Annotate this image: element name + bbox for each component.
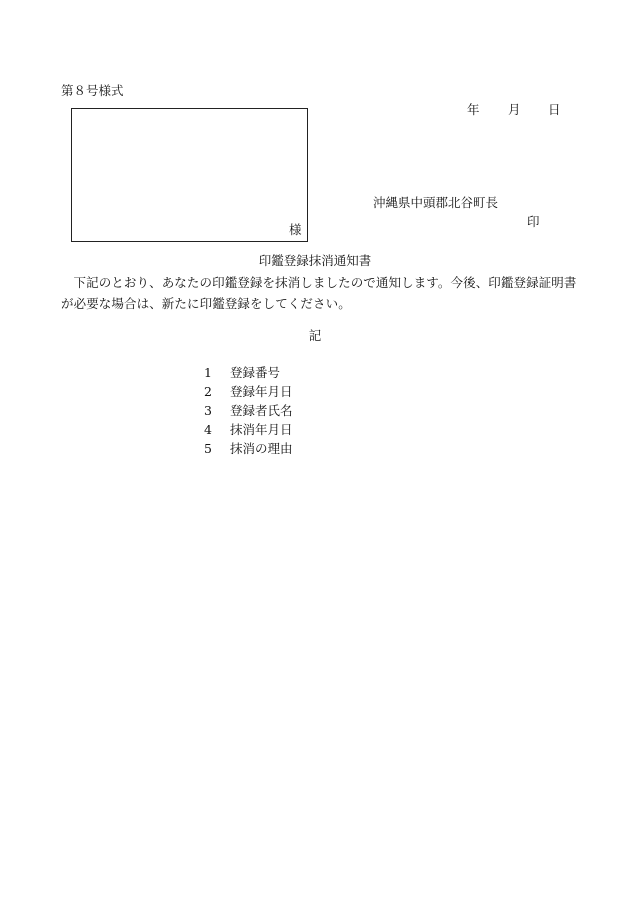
- issuer-name: 沖縄県中頭郡北谷町長: [373, 195, 499, 210]
- item-number: 2: [204, 384, 212, 399]
- item-number: 3: [204, 403, 212, 418]
- date-day-label: 日: [548, 102, 561, 117]
- item-number: 5: [204, 441, 212, 456]
- item-label: 抹消年月日: [230, 422, 293, 437]
- item-list: [204, 367, 293, 462]
- item-number: 1: [204, 365, 212, 380]
- item-label: 登録年月日: [230, 384, 293, 399]
- item-label: 登録番号: [230, 365, 281, 380]
- note-heading: 記: [308, 328, 322, 343]
- document-title: 印鑑登録抹消通知書: [258, 253, 372, 268]
- form-number: 第８号様式: [61, 83, 124, 98]
- notice-body-text: 下記のとおり、あなたの印鑑登録を抹消しましたので通知します。今後、印鑑登録証明書が必要な場合は、新たに印鑑登録をしてください。: [61, 275, 577, 311]
- recipient-honorific: 様: [289, 222, 302, 237]
- item-label: 登録者氏名: [230, 403, 293, 418]
- date-month-label: 月: [508, 102, 521, 117]
- date-year-label: 年: [467, 102, 480, 117]
- item-number: 4: [204, 422, 212, 437]
- item-label: 抹消の理由: [230, 441, 293, 456]
- seal-mark: 印: [527, 214, 540, 229]
- recipient-address-box: [71, 108, 308, 242]
- list-item: [204, 443, 293, 462]
